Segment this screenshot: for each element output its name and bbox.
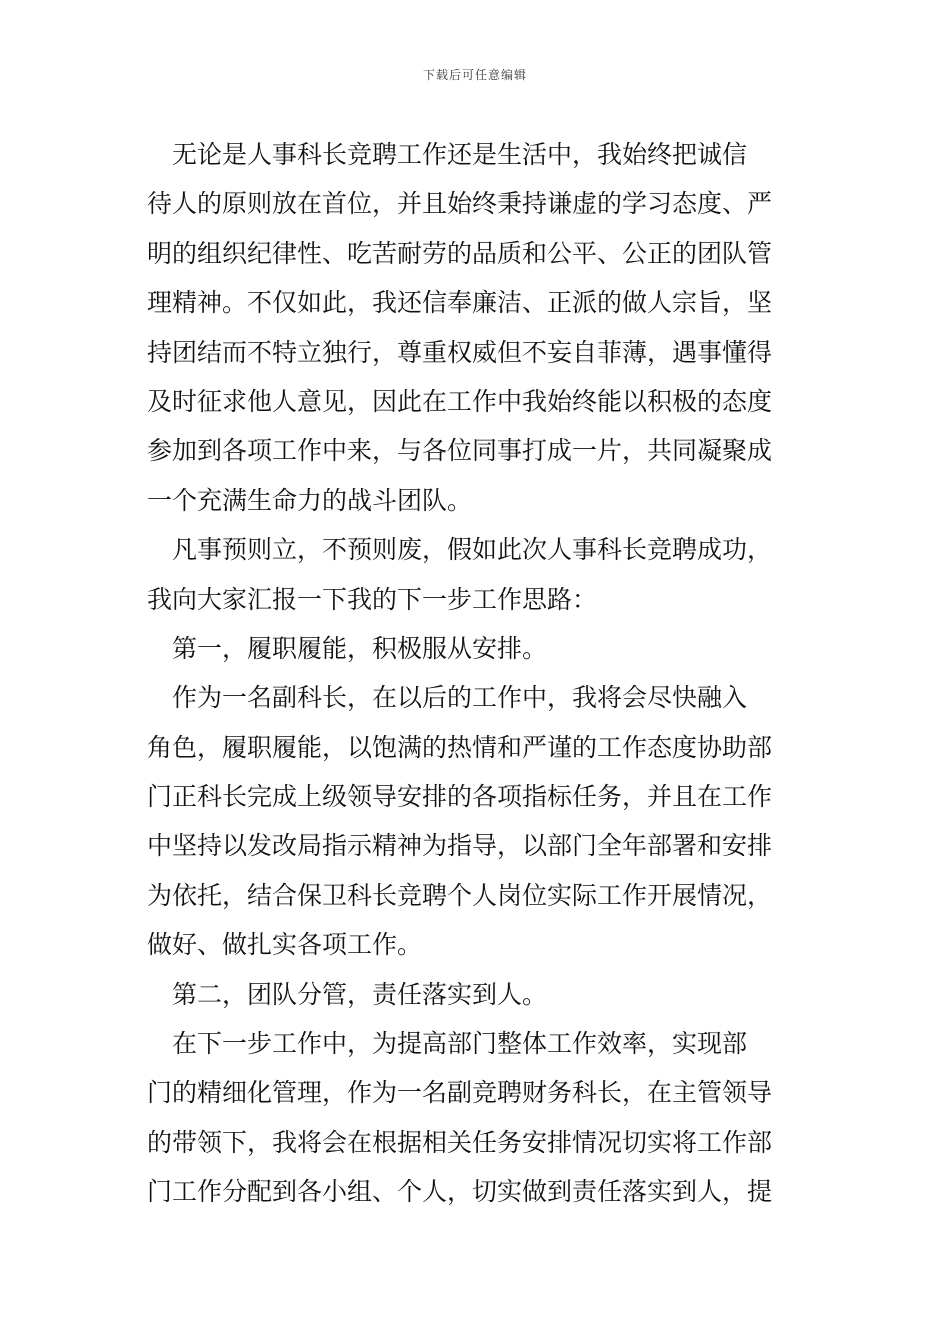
paragraph-4	[147, 1019, 817, 1217]
text-line: 中坚持以发改局指示精神为指导，以部门全年部署和安排	[147, 831, 773, 861]
text-line: 门工作分配到各小组、个人，切实做到责任落实到人，提	[147, 1177, 773, 1207]
text-line: 的带领下，我将会在根据相关任务安排情况切实将工作部	[147, 1127, 773, 1157]
text-line: 我向大家汇报一下我的下一步工作思路：	[147, 584, 598, 614]
text-line: 角色，履职履能，以饱满的热情和严谨的工作态度协助部	[147, 732, 773, 762]
text-line: 及时征求他人意见，因此在工作中我始终能以积极的态度	[147, 386, 773, 416]
text-line: 明的组织纪律性、吃苦耐劳的品质和公平、公正的团队管	[147, 238, 773, 268]
text-line: 凡事预则立，不预则废，假如此次人事科长竞聘成功，	[147, 535, 773, 565]
text-line: 第二，团队分管，责任落实到人。	[147, 979, 548, 1009]
paragraph-2	[147, 525, 817, 624]
text-line: 门正科长完成上级领导安排的各项指标任务，并且在工作	[147, 782, 773, 812]
text-line: 待人的原则放在首位，并且始终秉持谦虚的学习态度、严	[147, 189, 773, 219]
text-line: 一个充满生命力的战斗团队。	[147, 485, 473, 515]
text-line: 理精神。不仅如此，我还信奉廉洁、正派的做人宗旨，坚	[147, 288, 773, 318]
text-line: 持团结而不特立独行，尊重权威但不妄自菲薄，遇事懂得	[147, 337, 773, 367]
page-header: 下载后可任意编辑	[422, 68, 527, 82]
document-body	[147, 130, 817, 1217]
section-heading-1	[147, 624, 817, 673]
section-heading-2	[147, 970, 817, 1019]
paragraph-1	[147, 130, 817, 525]
text-line: 做好、做扎实各项工作。	[147, 930, 423, 960]
text-line: 门的精细化管理，作为一名副竞聘财务科长，在主管领导	[147, 1078, 773, 1108]
text-line: 作为一名副科长，在以后的工作中，我将会尽快融入	[147, 683, 748, 713]
text-line: 在下一步工作中，为提高部门整体工作效率，实现部	[147, 1029, 748, 1059]
text-line: 参加到各项工作中来，与各位同事打成一片，共同凝聚成	[147, 436, 773, 466]
text-line: 第一，履职履能，积极服从安排。	[147, 633, 548, 663]
text-line: 无论是人事科长竞聘工作还是生活中，我始终把诚信	[147, 140, 748, 169]
text-line: 为依托，结合保卫科长竞聘个人岗位实际工作开展情况，	[147, 880, 773, 910]
paragraph-3	[147, 673, 817, 969]
